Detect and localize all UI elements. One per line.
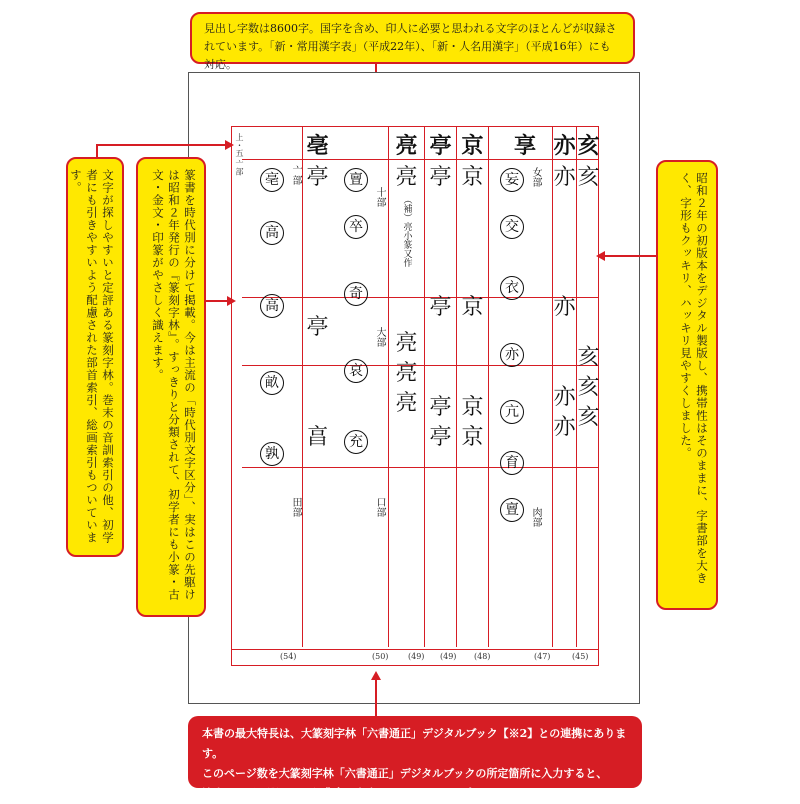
glyph: 亦	[553, 295, 576, 320]
radical-circle: 充	[344, 430, 368, 454]
glyph: 亥	[577, 405, 600, 430]
glyph: 亭	[429, 425, 452, 450]
bottom-callout-line-3: 該当ページが開き、より豊富な文字バリエーションが楽しめます。	[202, 787, 530, 800]
left-outer-connector-h	[96, 144, 226, 146]
page-number: (50)	[372, 652, 389, 661]
radical-label: 亠部	[290, 165, 301, 185]
radical-circle: 亦	[500, 343, 524, 367]
right-callout-text: 昭和２年の初版本をデジタル製版し、携帯性はそのままに、字書部を大きく、字形もクッキリ、ハッキリ見やすくしました。	[679, 172, 709, 585]
left-callout-outer-text: 文字が探しやすいと定評ある篆刻字林。巻末の音訓索引の他、初学者にも引きやすいよう配慮された部首索引、総画索引もついています。	[69, 169, 115, 544]
radical-circle: 亶	[500, 498, 524, 522]
radical-label: 肉部	[530, 507, 541, 527]
glyph-column-亳	[302, 127, 332, 647]
glyph: 京	[461, 395, 484, 420]
bottom-callout-line-2: このページ数を大篆刻字林「六書通正」デジタルブックの所定箇所に入力すると、	[202, 767, 608, 780]
column-divider	[488, 127, 498, 647]
glyph: 亭	[429, 165, 452, 190]
glyph-column-亥	[576, 127, 600, 647]
right-connector	[603, 255, 656, 257]
radical-circle: 交	[500, 215, 524, 239]
radical-label: 十部	[374, 187, 385, 207]
bottom-callout-line-1: 本書の最大特長は、大篆刻字林「六書通正」デジタルブック【※2】との連携にあります。	[202, 727, 627, 760]
radical-column-3	[498, 165, 526, 525]
top-callout	[190, 12, 635, 71]
bottom-connector	[375, 678, 377, 716]
glyph: 亥	[577, 345, 600, 370]
column-header: 享	[513, 132, 536, 159]
glyph: 亥	[577, 165, 600, 190]
radical-circle: 高	[260, 221, 284, 245]
radical-circle: 衣	[500, 276, 524, 300]
page-number: (45)	[572, 652, 589, 661]
left-callout-inner-text: 篆書を時代別に分けて掲載。今は主流の「時代別文字区分」、実はこの先駆けは昭和２年発行の『篆刻字林』。すっきりと分類されて、初学者にも小篆・古文・金文・印篆がやさしく識えます。	[151, 169, 197, 601]
glyph: 亭	[306, 315, 329, 340]
glyph-column-京	[456, 127, 488, 647]
glyph-list	[577, 165, 600, 641]
left-inner-connector	[206, 300, 228, 302]
radical-circle: 畝	[260, 371, 284, 395]
bottom-arrow	[371, 671, 381, 680]
column-header: 亦	[553, 132, 576, 159]
radical-circle: 亶	[344, 168, 368, 192]
glyph: 亯	[306, 425, 329, 450]
glyph-list	[389, 165, 424, 641]
radical-circle: 哀	[344, 359, 368, 383]
glyph-column-亮	[388, 127, 424, 647]
glyph: 京	[461, 165, 484, 190]
page-number: (47)	[534, 652, 551, 661]
page-number: (49)	[408, 652, 425, 661]
column-header: 亳	[306, 132, 329, 159]
glyph-list	[553, 165, 576, 641]
radical-label: 大部	[374, 327, 385, 347]
page-number: (54)	[280, 652, 297, 661]
radical-column-1	[258, 165, 286, 469]
radical-label: 口部	[374, 497, 385, 517]
column-header: 亥	[577, 132, 600, 159]
glyph: 亮	[395, 331, 418, 356]
radical-circle: 孰	[260, 442, 284, 466]
annotation: （補）亮小篆又作	[401, 195, 412, 267]
radical-column-2	[342, 165, 370, 457]
column-header: 亮	[395, 132, 418, 159]
dictionary-page	[231, 126, 599, 666]
radical-label: 田部	[290, 497, 301, 517]
page-number: (48)	[474, 652, 491, 661]
glyph: 亦	[553, 415, 576, 440]
radical-circle: 亳	[260, 168, 284, 192]
radical-circle: 妄	[500, 168, 524, 192]
glyph-list	[303, 165, 332, 641]
left-outer-connector-v	[96, 144, 98, 158]
glyph-list	[457, 165, 488, 641]
top-callout-text: 見出し字数は8600字。国字を含め、印人に必要と思われる文字のほとんどが収録されています。「新・常用漢字表」（平成22年）、「新・人名用漢字」（平成16年）にも対応。	[204, 22, 617, 71]
glyph-column-亭	[424, 127, 456, 647]
glyph: 亮	[395, 361, 418, 386]
glyph: 亮	[395, 391, 418, 416]
glyph: 亦	[553, 385, 576, 410]
bottom-callout	[188, 716, 642, 800]
glyph: 亭	[429, 295, 452, 320]
right-callout	[656, 160, 718, 610]
column-header: 京	[461, 132, 484, 159]
radical-circle: 奇	[344, 282, 368, 306]
radical-circle: 卒	[344, 215, 368, 239]
glyph: 亦	[553, 165, 576, 190]
margin-label: 上・五 亠部	[235, 133, 244, 176]
glyph: 京	[461, 295, 484, 320]
glyph-column-亦	[552, 127, 576, 647]
page-number-row	[232, 649, 598, 666]
glyph: 亮	[395, 165, 418, 190]
radical-label: 女部	[530, 167, 541, 187]
radical-circle: 育	[500, 451, 524, 475]
left-callout-outer	[66, 157, 124, 557]
glyph: 亥	[577, 375, 600, 400]
glyph-list	[425, 165, 456, 641]
radical-circle: 亢	[500, 400, 524, 424]
column-header: 亭	[429, 132, 452, 159]
left-callout-inner	[136, 157, 206, 617]
glyph: 亭	[429, 395, 452, 420]
glyph: 京	[461, 425, 484, 450]
radical-circle: 高	[260, 294, 284, 318]
glyph: 亭	[306, 165, 329, 190]
page-number: (49)	[440, 652, 457, 661]
